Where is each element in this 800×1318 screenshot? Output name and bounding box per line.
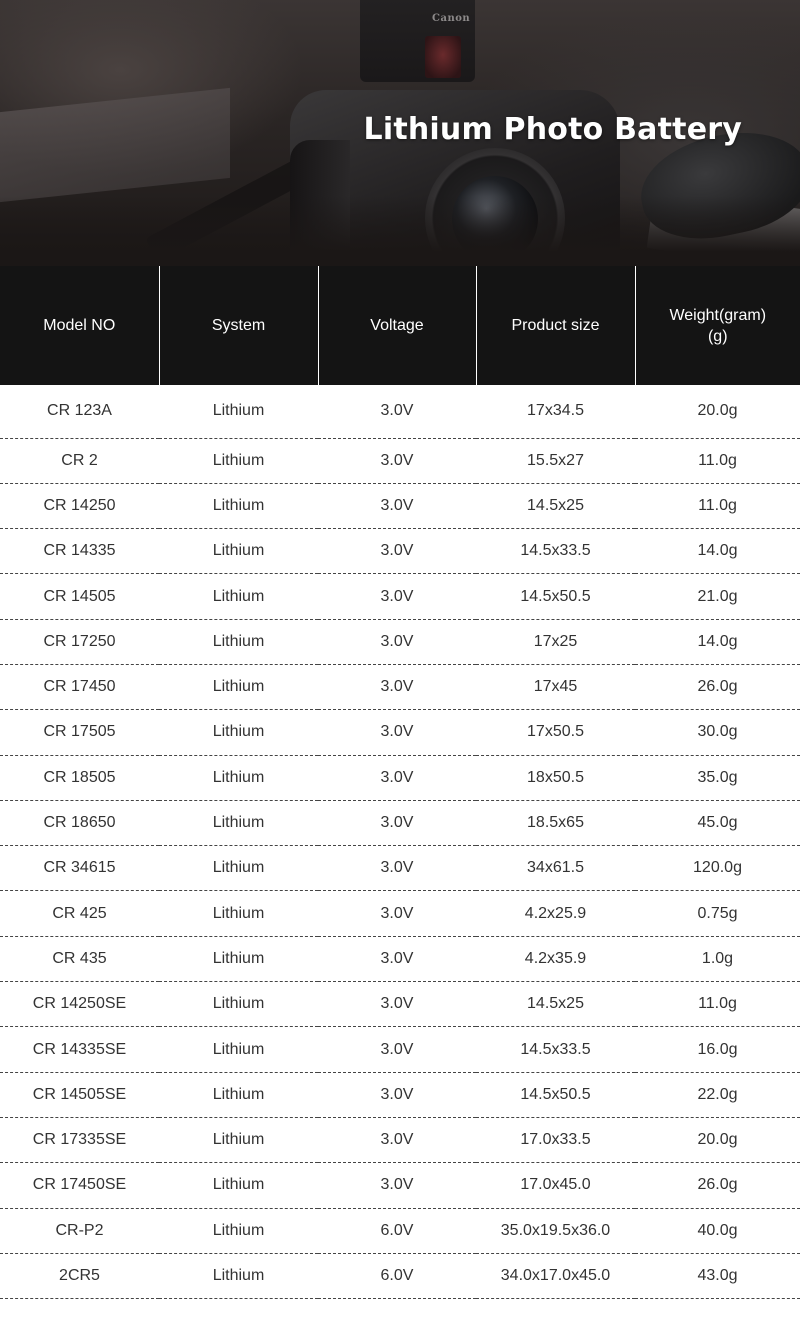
cell-product-size: 15.5x27 (476, 438, 635, 483)
cell-voltage: 3.0V (318, 619, 476, 664)
cell-system: Lithium (159, 755, 318, 800)
cell-model-no: CR 17450SE (0, 1163, 159, 1208)
cell-voltage: 3.0V (318, 529, 476, 574)
table-row (0, 710, 800, 755)
table-row (0, 385, 800, 438)
cell-system: Lithium (159, 664, 318, 709)
cell-weight: 20.0g (635, 385, 800, 438)
cell-model-no: CR-P2 (0, 1208, 159, 1253)
header-weight: Weight(gram) (g) (635, 266, 800, 385)
cell-model-no: CR 425 (0, 891, 159, 936)
cell-model-no: CR 14505SE (0, 1072, 159, 1117)
cell-weight: 40.0g (635, 1208, 800, 1253)
cell-product-size: 17x45 (476, 664, 635, 709)
cell-voltage: 3.0V (318, 936, 476, 981)
cell-system: Lithium (159, 619, 318, 664)
cell-system: Lithium (159, 1208, 318, 1253)
cell-product-size: 14.5x25 (476, 982, 635, 1027)
table-header (0, 266, 800, 385)
cell-model-no: CR 18650 (0, 800, 159, 845)
header-product-size: Product size (476, 266, 635, 385)
table-row (0, 1208, 800, 1253)
table-row (0, 1163, 800, 1208)
cell-voltage: 3.0V (318, 574, 476, 619)
table-row (0, 846, 800, 891)
cell-product-size: 17x50.5 (476, 710, 635, 755)
cell-system: Lithium (159, 1027, 318, 1072)
cell-voltage: 3.0V (318, 1117, 476, 1162)
cell-system: Lithium (159, 936, 318, 981)
cell-model-no: CR 17335SE (0, 1117, 159, 1162)
cell-system: Lithium (159, 800, 318, 845)
page-title: Lithium Photo Battery (363, 112, 742, 147)
cell-model-no: CR 435 (0, 936, 159, 981)
cell-weight: 30.0g (635, 710, 800, 755)
cell-weight: 0.75g (635, 891, 800, 936)
cell-model-no: CR 14250SE (0, 982, 159, 1027)
cell-voltage: 3.0V (318, 1072, 476, 1117)
cell-system: Lithium (159, 1072, 318, 1117)
cell-product-size: 18.5x65 (476, 800, 635, 845)
flash-brand-logo: Canon (432, 13, 471, 24)
header-model-no: Model NO (0, 266, 159, 385)
hero-desk-shadow (0, 196, 800, 266)
table-row (0, 1117, 800, 1162)
cell-product-size: 14.5x50.5 (476, 574, 635, 619)
hero-flash-light-shape (425, 36, 461, 78)
cell-voltage: 3.0V (318, 1027, 476, 1072)
table-row (0, 1072, 800, 1117)
cell-system: Lithium (159, 982, 318, 1027)
cell-model-no: CR 17450 (0, 664, 159, 709)
cell-voltage: 3.0V (318, 982, 476, 1027)
cell-weight: 45.0g (635, 800, 800, 845)
header-system: System (159, 266, 318, 385)
table-row (0, 891, 800, 936)
cell-weight: 1.0g (635, 936, 800, 981)
cell-model-no: CR 14335 (0, 529, 159, 574)
cell-product-size: 17.0x45.0 (476, 1163, 635, 1208)
cell-model-no: CR 14335SE (0, 1027, 159, 1072)
cell-voltage: 3.0V (318, 483, 476, 528)
table-row (0, 1027, 800, 1072)
cell-weight: 20.0g (635, 1117, 800, 1162)
cell-product-size: 14.5x33.5 (476, 529, 635, 574)
cell-product-size: 4.2x35.9 (476, 936, 635, 981)
table-body (0, 385, 800, 1299)
hero-paper-shape (0, 88, 230, 202)
cell-weight: 11.0g (635, 438, 800, 483)
table-row (0, 438, 800, 483)
table-row (0, 755, 800, 800)
cell-system: Lithium (159, 574, 318, 619)
cell-model-no: CR 34615 (0, 846, 159, 891)
cell-model-no: CR 17250 (0, 619, 159, 664)
cell-system: Lithium (159, 529, 318, 574)
cell-product-size: 14.5x50.5 (476, 1072, 635, 1117)
cell-weight: 14.0g (635, 529, 800, 574)
table-row (0, 619, 800, 664)
table-row (0, 936, 800, 981)
table-row (0, 483, 800, 528)
cell-weight: 120.0g (635, 846, 800, 891)
cell-weight: 43.0g (635, 1253, 800, 1298)
table-row (0, 574, 800, 619)
cell-product-size: 34.0x17.0x45.0 (476, 1253, 635, 1298)
table-row (0, 1253, 800, 1298)
cell-voltage: 3.0V (318, 755, 476, 800)
cell-system: Lithium (159, 710, 318, 755)
cell-voltage: 3.0V (318, 385, 476, 438)
cell-system: Lithium (159, 483, 318, 528)
cell-product-size: 17.0x33.5 (476, 1117, 635, 1162)
cell-product-size: 14.5x33.5 (476, 1027, 635, 1072)
cell-voltage: 3.0V (318, 438, 476, 483)
cell-voltage: 3.0V (318, 846, 476, 891)
cell-product-size: 14.5x25 (476, 483, 635, 528)
cell-model-no: CR 2 (0, 438, 159, 483)
cell-product-size: 17x34.5 (476, 385, 635, 438)
cell-system: Lithium (159, 846, 318, 891)
cell-voltage: 3.0V (318, 664, 476, 709)
cell-system: Lithium (159, 891, 318, 936)
cell-model-no: CR 14250 (0, 483, 159, 528)
hero-banner (0, 0, 800, 266)
cell-system: Lithium (159, 438, 318, 483)
cell-weight: 16.0g (635, 1027, 800, 1072)
cell-product-size: 17x25 (476, 619, 635, 664)
header-voltage: Voltage (318, 266, 476, 385)
cell-voltage: 3.0V (318, 800, 476, 845)
cell-voltage: 6.0V (318, 1253, 476, 1298)
cell-voltage: 3.0V (318, 891, 476, 936)
cell-weight: 14.0g (635, 619, 800, 664)
cell-model-no: 2CR5 (0, 1253, 159, 1298)
cell-system: Lithium (159, 385, 318, 438)
cell-voltage: 6.0V (318, 1208, 476, 1253)
cell-voltage: 3.0V (318, 1163, 476, 1208)
cell-weight: 21.0g (635, 574, 800, 619)
table-row (0, 664, 800, 709)
table-header-row (0, 266, 800, 385)
cell-product-size: 4.2x25.9 (476, 891, 635, 936)
cell-system: Lithium (159, 1163, 318, 1208)
table-row (0, 982, 800, 1027)
cell-weight: 11.0g (635, 982, 800, 1027)
cell-model-no: CR 123A (0, 385, 159, 438)
cell-product-size: 18x50.5 (476, 755, 635, 800)
cell-product-size: 34x61.5 (476, 846, 635, 891)
cell-model-no: CR 18505 (0, 755, 159, 800)
cell-system: Lithium (159, 1253, 318, 1298)
cell-model-no: CR 17505 (0, 710, 159, 755)
cell-weight: 22.0g (635, 1072, 800, 1117)
cell-model-no: CR 14505 (0, 574, 159, 619)
table-row (0, 529, 800, 574)
cell-weight: 26.0g (635, 664, 800, 709)
battery-spec-table (0, 266, 800, 1299)
cell-weight: 11.0g (635, 483, 800, 528)
table-row (0, 800, 800, 845)
cell-system: Lithium (159, 1117, 318, 1162)
cell-product-size: 35.0x19.5x36.0 (476, 1208, 635, 1253)
cell-weight: 26.0g (635, 1163, 800, 1208)
cell-voltage: 3.0V (318, 710, 476, 755)
cell-weight: 35.0g (635, 755, 800, 800)
